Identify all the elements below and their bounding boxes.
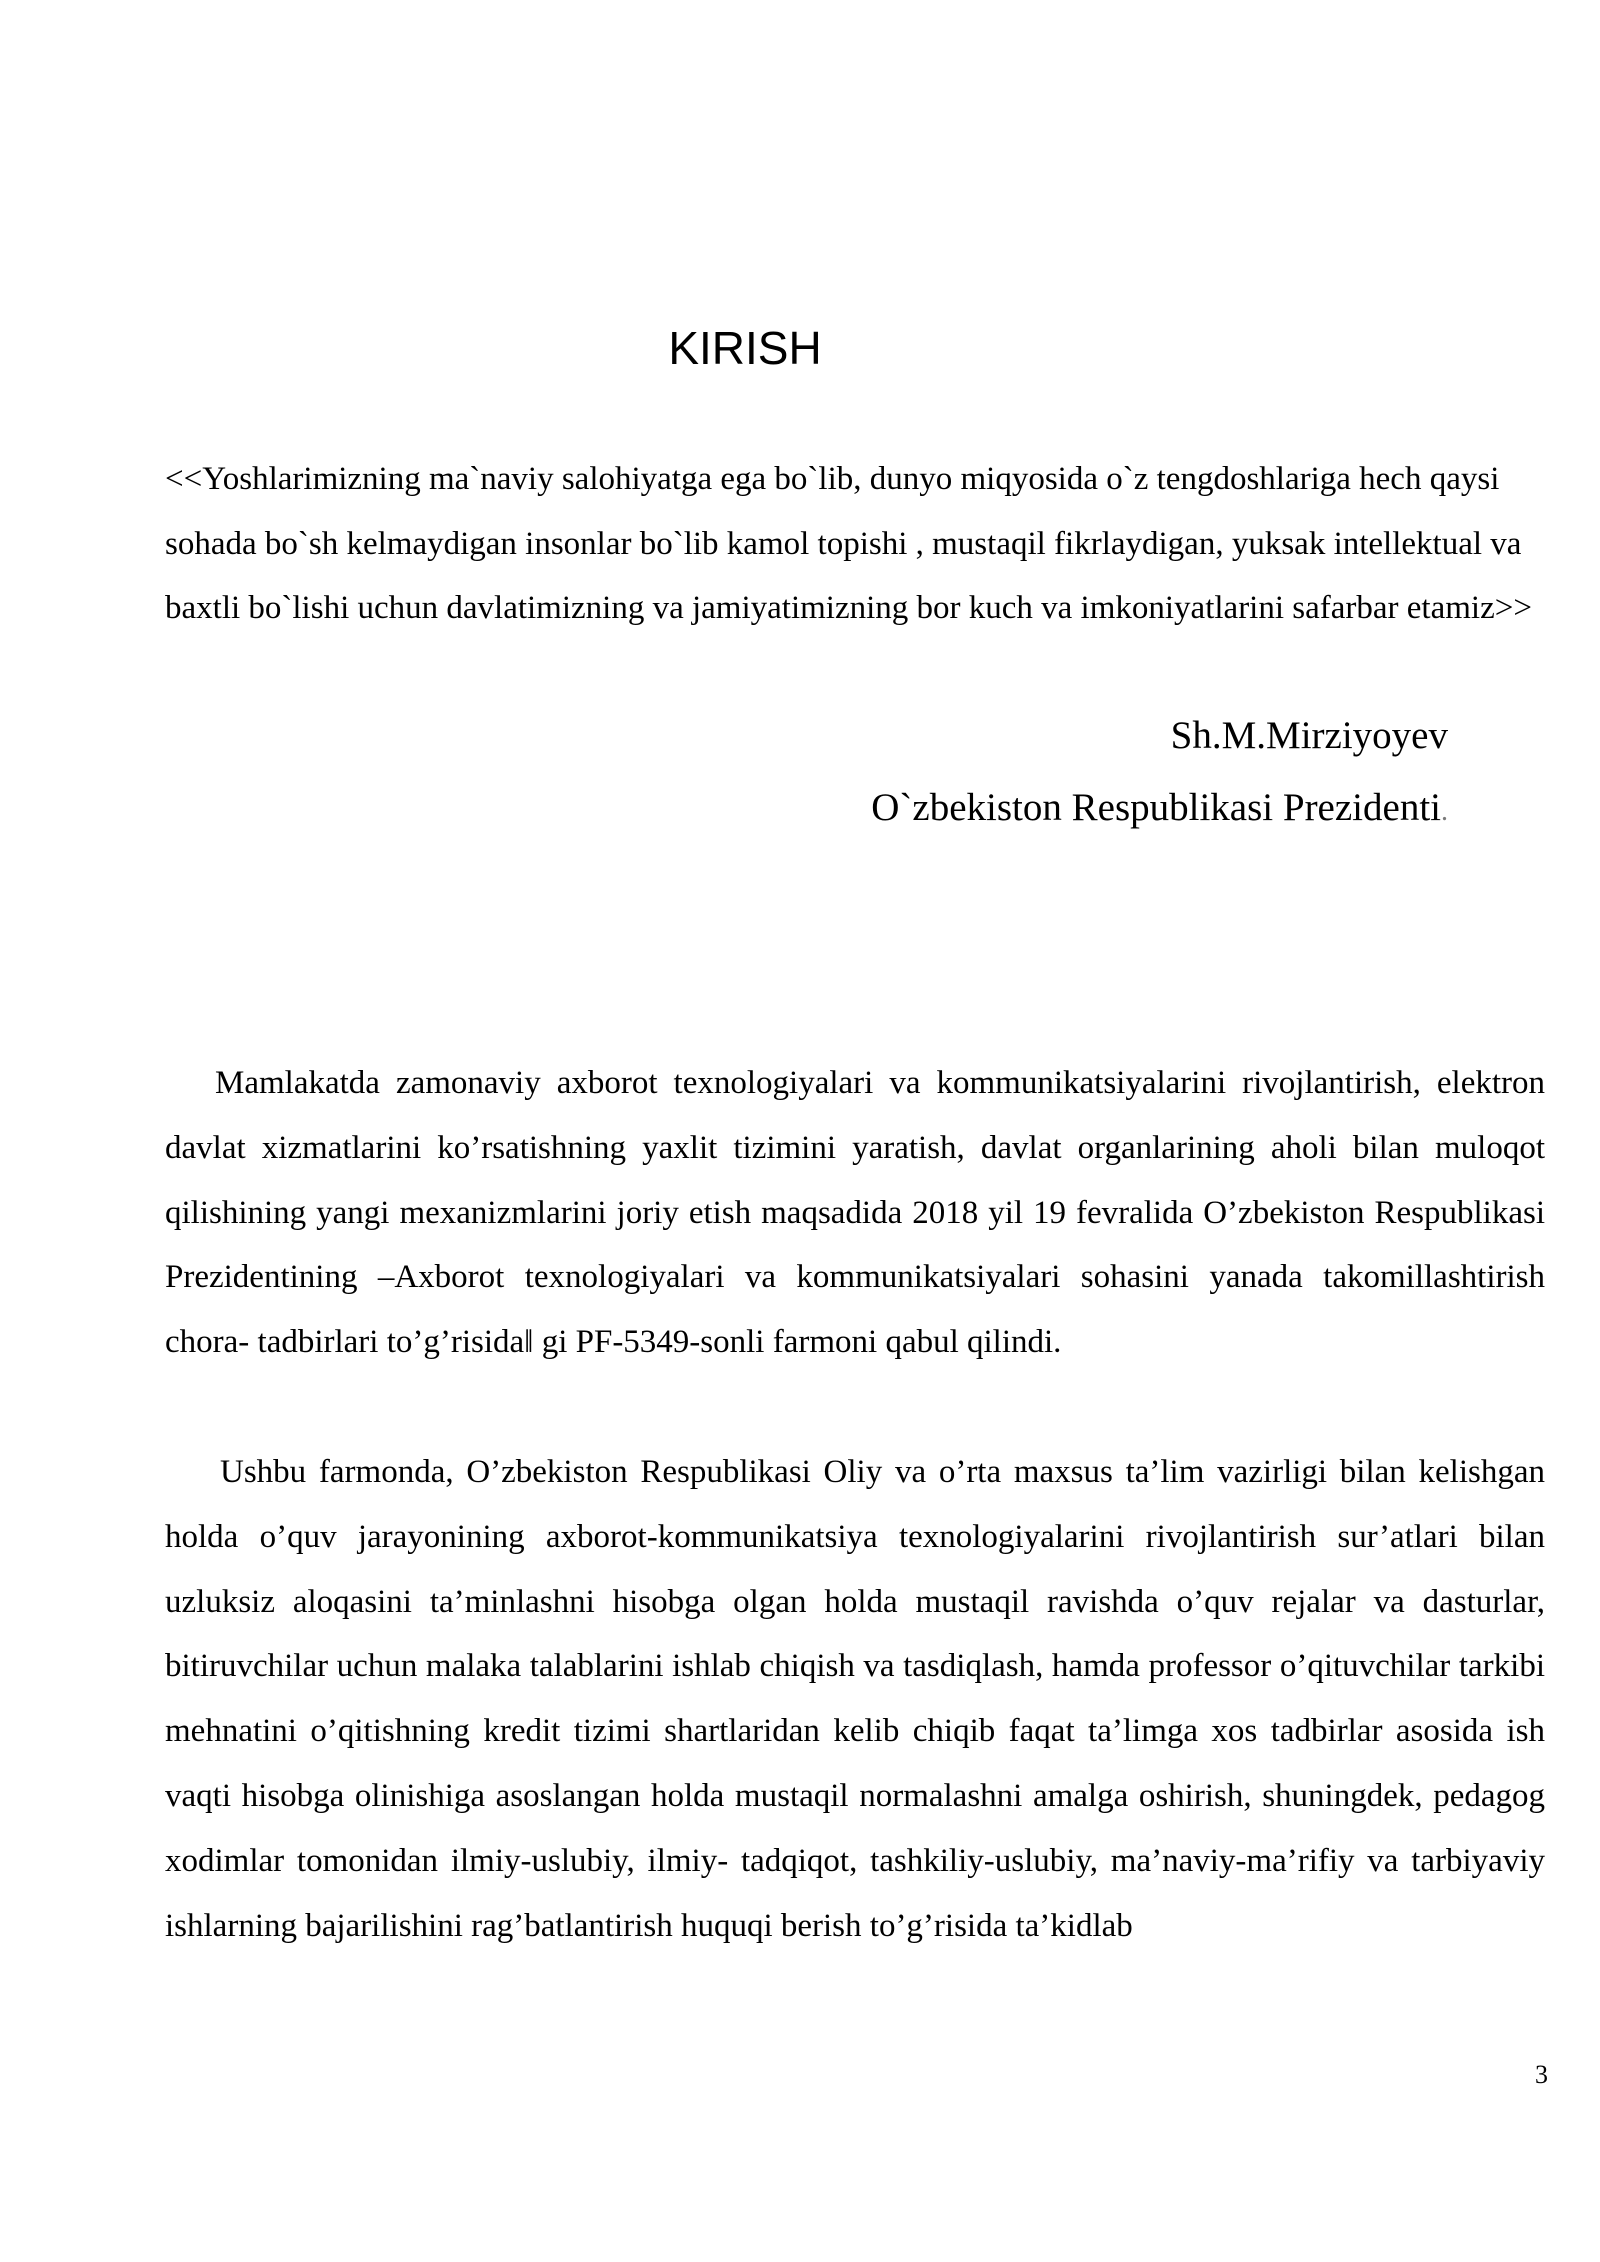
body-paragraph-1: Mamlakatda zamonaviy axborot texnologiyalari va kommunikatsiyalarini rivojlantirish, elektron davlat xizmatlarini ko’rsatishning yaxlit tizimini yaratish, davlat organlarining aholi bilan muloqot qilishining yangi mexanizmlarini joriy etish maqsadida 2018 yil 19 fevralida O’zbekiston Respublikasi Prezidentining –Axborot texnologiyalari va kommunikatsiyalari sohasini yanada takomillashtirish chora- tadbirlari to’g’risida‖ gi PF-5349-sonli farmoni qabul qilindi. xyxy=(165,1065,1545,1361)
page-title: KIRISH xyxy=(668,322,822,374)
author-role-text: O`zbekiston Respublikasi Prezidenti xyxy=(871,786,1441,829)
epigraph-author-role xyxy=(871,780,1448,840)
author-role-period: . xyxy=(1441,796,1448,827)
page-number: 3 xyxy=(1535,2060,1548,2089)
body-paragraph-2: Ushbu farmonda, O’zbekiston Respublikasi Oliy va o’rta maxsus ta’lim vazirligi bilan kelishgan holda o’quv jarayonining axborot-kommunikatsiya texnologiyalarini rivojlantirish sur’atlari bilan uzluksiz aloqasini ta’minlashni hisobga olgan holda mustaqil ravishda o’quv rejalar va dasturlar, bitiruvchilar uchun malaka talablarini ishlab chiqish va tasdiqlash, hamda professor o’qituvchilar tarkibi mehnatini o’qitishning kredit tizimi shartlaridan kelib chiqib faqat ta’limga xos tadbirlar asosida ish vaqti hisobga olinishiga asoslangan holda mustaqil normalashni amalga oshirish, shuningdek, pedagog xodimlar tomonidan ilmiy-uslubiy, ilmiy- tadqiqot, tashkiliy-uslubiy, ma’naviy-ma’rifiy va tarbiyaviy ishlarning bajarilishini rag’batlantirish huquqi berish to’g’risida ta’kidlab xyxy=(165,1454,1545,1944)
epigraph-quote: <<Yoshlarimizning ma`naviy salohiyatga ega bo`lib, dunyo miqyosida o`z tengdoshlariga hech qaysi sohada bo`sh kelmaydigan insonlar bo`lib kamol topishi , mustaqil fikrlaydigan, yuksak intellektual va baxtli bo`lishi uchun davlatimizning va jamiyatimizning bor kuch va imkoniyatlarini safarbar etamiz>> xyxy=(165,461,1532,626)
epigraph-author: Sh.M.Mirziyoyev xyxy=(1170,714,1448,757)
